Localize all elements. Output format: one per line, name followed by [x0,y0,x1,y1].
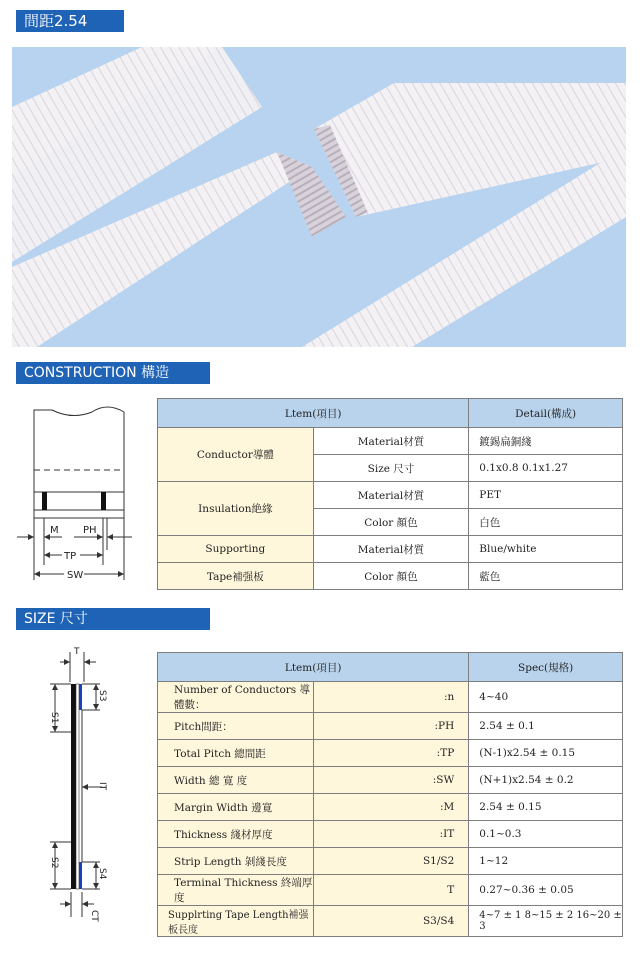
detail-cell: PET [469,482,623,509]
label-t: T [74,647,80,657]
param-spec: 2.54 ± 0.1 [469,713,623,740]
param-spec: 4~7 ± 1 8~15 ± 2 16~20 ± 3 [469,906,623,937]
param-name: Width 總 寛 度 [158,767,314,794]
group-supporting: Supporting [158,536,314,563]
param-spec: (N-1)x2.54 ± 0.15 [469,740,623,767]
col-detail-header: Detail(構成) [469,399,623,428]
product-photo [12,47,626,347]
param-name: Total Pitch 總間距 [158,740,314,767]
param-spec: 4~40 [469,682,623,713]
param-code: :n [313,682,469,713]
item-cell: Color 顏色 [313,563,469,590]
tape-top [79,684,82,710]
param-code: S3/S4 [313,906,469,937]
size-diagram [30,642,120,932]
table-row [158,767,623,794]
detail-cell: Blue/white [469,536,623,563]
ffc-cable-image [12,47,626,347]
param-name: Pitch間距： [158,713,314,740]
label-s4: S4 [97,868,107,880]
label-sw: SW [67,570,84,581]
table-row [158,875,623,906]
param-spec: 0.1~0.3 [469,821,623,848]
col-spec-header: Spec(規格) [469,653,623,682]
table-row [158,906,623,937]
param-spec: 0.27~0.36 ± 0.05 [469,875,623,906]
table-row [158,794,623,821]
group-conductor: Conductor導體 [158,428,314,482]
param-code: :IT [313,821,469,848]
construction-heading: CONSTRUCTION 構造 [16,362,210,384]
item-cell: Size 尺寸 [313,455,469,482]
table-row [158,682,623,713]
size-heading: SIZE 尺寸 [16,608,210,630]
table-row [158,821,623,848]
param-name: Thickness 綫材厚度 [158,821,314,848]
item-cell: Material材質 [313,482,469,509]
group-insulation: Insulation絶緣 [158,482,314,536]
label-s3: S3 [97,690,107,702]
size-table [157,652,623,937]
param-spec: 2.54 ± 0.15 [469,794,623,821]
col-item-header: Ltem(項目) [158,653,469,682]
label-it: IT [97,782,107,791]
detail-cell: 0.1x0.8 0.1x1.27 [469,455,623,482]
label-s1: S1 [49,712,59,724]
detail-cell: 藍色 [469,563,623,590]
param-name: Margin Width 邊寛 [158,794,314,821]
item-cell: Material材質 [313,536,469,563]
label-ct: CT [89,910,99,922]
construction-table [157,398,623,590]
param-name: Supplrting Tape Length補强板長度 [158,906,314,937]
label-m: M [50,525,59,536]
conductor-mark-right [101,492,106,510]
tape-bottom [79,862,82,889]
param-name: Strip Length 剝綫長度 [158,848,314,875]
conductor-mark-left [42,492,47,510]
param-code: :M [313,794,469,821]
label-tp: TP [64,551,77,562]
param-spec: 1~12 [469,848,623,875]
param-name: Terminal Thickness 終端厚度 [158,875,314,906]
detail-cell: 鍍錫扁銅綫 [469,428,623,455]
table-row [158,848,623,875]
table-row [158,713,623,740]
param-code: :PH [313,713,469,740]
construction-diagram [12,400,142,585]
param-code: T [313,875,469,906]
param-spec: (N+1)x2.54 ± 0.2 [469,767,623,794]
col-item-header: Ltem(項目) [158,399,469,428]
item-cell: Color 顏色 [313,509,469,536]
page-title: 間距2.54 [16,10,124,32]
detail-cell: 白色 [469,509,623,536]
param-code: :SW [313,767,469,794]
label-s2: S2 [49,857,59,869]
table-row [158,740,623,767]
item-cell: Material材質 [313,428,469,455]
param-code: :TP [313,740,469,767]
param-code: S1/S2 [313,848,469,875]
label-ph: PH [83,525,97,536]
group-tape: Tape補强板 [158,563,314,590]
param-name: Number of Conductors 導體數： [158,682,314,713]
